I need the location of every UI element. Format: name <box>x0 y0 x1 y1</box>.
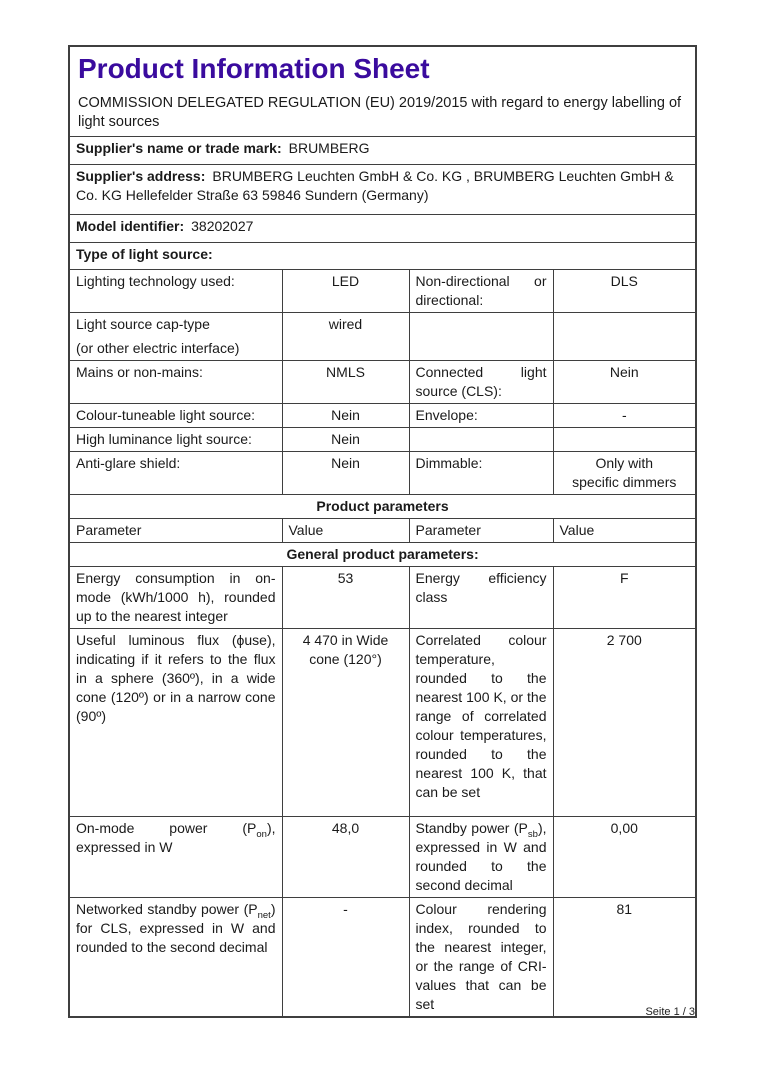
product-parameters-title: Product parameters <box>69 495 696 519</box>
high-luminance-row <box>69 428 696 452</box>
standby-power-post: ), expressed in W and rounded to the second decimal <box>415 820 547 893</box>
supplier-address-label: Supplier's address: <box>76 168 206 184</box>
param-cell <box>69 817 282 898</box>
mains-row <box>69 361 696 404</box>
param-cell: Mains or non-mains: <box>69 361 282 404</box>
value-cell: Nein <box>282 428 409 452</box>
cap-type-line2: (or other electric interface) <box>76 340 240 356</box>
param-cell: Energy consumption in on-mode (kWh/1000 h), rounded up to the nearest integer <box>69 567 282 629</box>
general-parameters-header-row <box>69 543 696 567</box>
param-cell: Envelope: <box>409 404 553 428</box>
value-cell: 0,00 <box>553 817 696 898</box>
param-cell <box>409 817 553 898</box>
supplier-name-label: Supplier's name or trade mark: <box>76 140 282 156</box>
param-cell: Anti-glare shield: <box>69 452 282 495</box>
supplier-address-row <box>69 165 696 215</box>
param-cell <box>69 898 282 1018</box>
product-information-table <box>68 45 697 1018</box>
general-parameters-title: General product parameters: <box>69 543 696 567</box>
colour-tuneable-row <box>69 404 696 428</box>
value-cell: Nein <box>282 404 409 428</box>
value-cell: 2 700 <box>553 629 696 817</box>
value-cell <box>282 629 409 817</box>
luminous-flux-row <box>69 629 696 817</box>
supplier-name-cell <box>69 137 696 165</box>
param-cell: Non-directional or directional: <box>409 270 553 313</box>
cap-type-row <box>69 313 696 361</box>
column-header-parameter: Parameter <box>69 519 282 543</box>
on-mode-power-pre: On-mode power (P <box>76 820 257 836</box>
param-cell: Correlated colour temperature, rounded to the nearest 100 K, or the range of correlated colour temperatures, rounded to the nearest 100 K, that can be set <box>409 629 553 817</box>
value-cell <box>553 452 696 495</box>
type-of-light-source-row <box>69 243 696 270</box>
column-header-value: Value <box>553 519 696 543</box>
standby-power-sub: sb <box>527 828 538 840</box>
lighting-technology-row <box>69 270 696 313</box>
param-cell <box>69 313 282 361</box>
title-row <box>69 46 696 137</box>
value-cell: DLS <box>553 270 696 313</box>
type-of-light-source-cell <box>69 243 696 270</box>
value-cell: - <box>282 898 409 1018</box>
type-of-light-source-label: Type of light source: <box>76 246 213 262</box>
energy-consumption-row <box>69 567 696 629</box>
cap-type-line1: Light source cap-type <box>76 316 210 332</box>
supplier-name-value: BRUMBERG <box>288 140 370 156</box>
value-cell: 48,0 <box>282 817 409 898</box>
value-cell: LED <box>282 270 409 313</box>
param-cell: Useful luminous flux (ϕuse), indicating if it refers to the flux in a sphere (360º), in a wide cone (120º) or in a narrow cone (90º) <box>69 629 282 817</box>
value-cell: NMLS <box>282 361 409 404</box>
value-cell <box>553 313 696 361</box>
param-cell <box>409 428 553 452</box>
flux-value-line1: 4 470 in Wide <box>302 632 389 648</box>
param-cell: Dimmable: <box>409 452 553 495</box>
value-cell: wired <box>282 313 409 361</box>
anti-glare-row <box>69 452 696 495</box>
on-mode-power-post: ), expressed in W <box>76 820 276 855</box>
page-number: Seite 1 / 3 <box>645 1006 695 1018</box>
product-parameters-header-row <box>69 495 696 519</box>
column-header-parameter: Parameter <box>409 519 553 543</box>
networked-standby-sub: net <box>257 909 271 921</box>
flux-value-line2: cone (120°) <box>309 651 382 667</box>
value-cell: Nein <box>553 361 696 404</box>
on-mode-power-sub: on <box>256 828 267 840</box>
model-identifier-label: Model identifier: <box>76 218 185 234</box>
networked-standby-post: ) for CLS, expressed in W and rounded to the second decimal <box>76 901 276 955</box>
value-cell: Nein <box>282 452 409 495</box>
param-cell: High luminance light source: <box>69 428 282 452</box>
column-header-row <box>69 519 696 543</box>
networked-standby-row <box>69 898 696 1018</box>
param-cell <box>409 313 553 361</box>
dimmable-value-line1: Only with <box>595 455 654 471</box>
title-cell <box>69 46 696 137</box>
value-cell <box>553 428 696 452</box>
param-cell: Connected light source (CLS): <box>409 361 553 404</box>
param-cell: Lighting technology used: <box>69 270 282 313</box>
value-cell: F <box>553 567 696 629</box>
param-cell: Colour-tuneable light source: <box>69 404 282 428</box>
param-cell: Energy efficiency class <box>409 567 553 629</box>
supplier-name-row <box>69 137 696 165</box>
value-cell: - <box>553 404 696 428</box>
networked-standby-pre: Networked standby power (P <box>76 901 258 917</box>
supplier-address-value: BRUMBERG Leuchten GmbH & Co. KG , BRUMBERG Leuchten GmbH & Co. KG Hellefelder Straße 63 59846 Sundern (Germany) <box>76 168 674 203</box>
model-identifier-cell <box>69 215 696 243</box>
dimmable-value-line2: specific dimmers <box>572 474 677 490</box>
model-identifier-row <box>69 215 696 243</box>
column-header-value: Value <box>282 519 409 543</box>
standby-power-pre: Standby power (P <box>415 820 528 836</box>
page-title: Product Information Sheet <box>78 53 430 84</box>
model-identifier-value: 38202027 <box>191 218 254 234</box>
supplier-address-cell <box>69 165 696 215</box>
param-cell: Colour rendering index, rounded to the nearest integer, or the range of CRI-values that can be set <box>409 898 553 1018</box>
on-mode-power-row <box>69 817 696 898</box>
regulation-subtitle: COMMISSION DELEGATED REGULATION (EU) 2019/2015 with regard to energy labelling of light sources <box>78 95 682 130</box>
value-cell: 81 <box>553 898 696 1018</box>
value-cell: 53 <box>282 567 409 629</box>
